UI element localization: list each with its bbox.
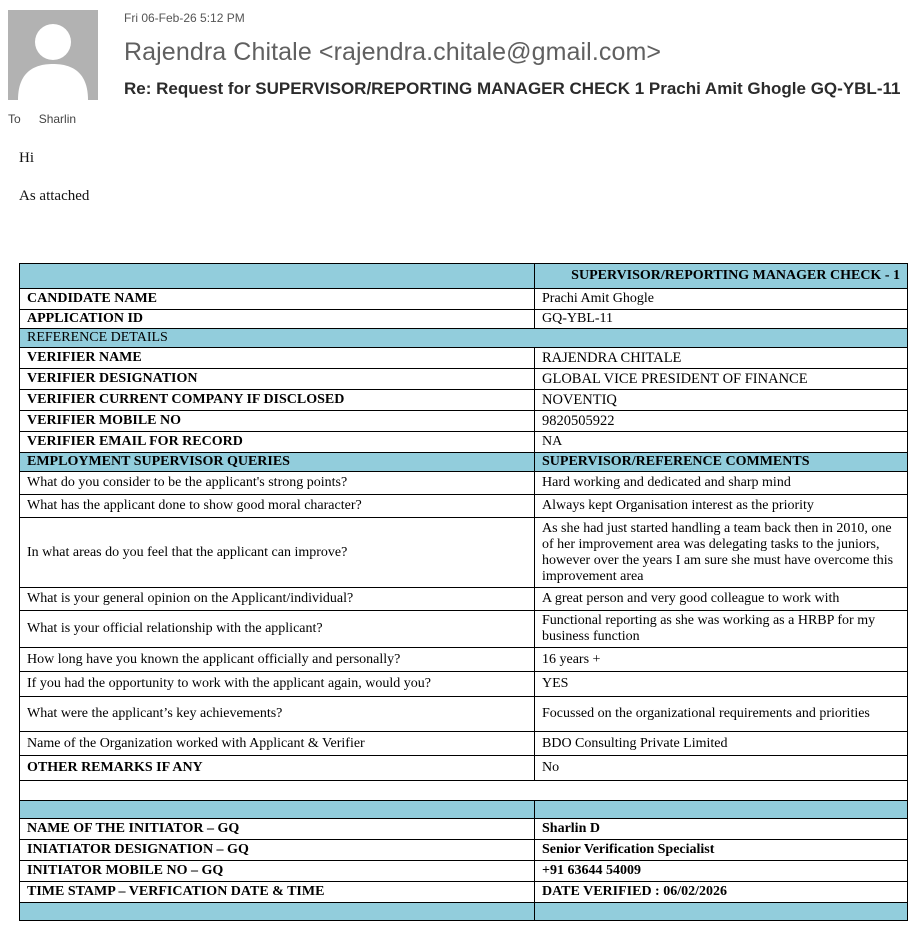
application-id-value: GQ-YBL-11 (535, 310, 908, 329)
table-cell (20, 264, 535, 289)
initiator-label: TIME STAMP – VERFICATION DATE & TIME (20, 882, 535, 903)
query-question: What is your general opinion on the Applicant/individual? (20, 588, 535, 611)
query-answer: Functional reporting as she was working as a HRBP for my business function (535, 611, 908, 648)
table-row (20, 672, 908, 697)
person-icon (8, 10, 98, 100)
candidate-name-value: Prachi Amit Ghogle (535, 289, 908, 310)
table-row (20, 611, 908, 648)
table-row (20, 648, 908, 672)
query-question: What is your official relationship with the applicant? (20, 611, 535, 648)
initiator-value: Senior Verification Specialist (535, 840, 908, 861)
query-question: What do you consider to be the applicant's strong points? (20, 472, 535, 495)
empty-blue-row (20, 801, 908, 819)
empty-row (20, 781, 908, 801)
reference-details-header: REFERENCE DETAILS (20, 329, 908, 348)
comments-header: SUPERVISOR/REFERENCE COMMENTS (535, 453, 908, 472)
table-cell (20, 801, 535, 819)
table-row (20, 732, 908, 756)
query-answer: Focussed on the organizational requirements and priorities (535, 697, 908, 732)
table-row (20, 819, 908, 840)
table-cell (535, 801, 908, 819)
table-row (20, 472, 908, 495)
initiator-value: Sharlin D (535, 819, 908, 840)
query-answer: BDO Consulting Private Limited (535, 732, 908, 756)
initiator-label: INIATIATOR DESIGNATION – GQ (20, 840, 535, 861)
email-subject: Re: Request for SUPERVISOR/REPORTING MANAGER CHECK 1 Prachi Amit Ghogle GQ-YBL-11 (124, 79, 901, 98)
verifier-label: VERIFIER DESIGNATION (20, 369, 535, 390)
table-title-row (20, 264, 908, 289)
table-row (20, 369, 908, 390)
body-greeting: Hi (19, 150, 34, 166)
section-header-row (20, 453, 908, 472)
section-header-row (20, 329, 908, 348)
verifier-label: VERIFIER MOBILE NO (20, 411, 535, 432)
verifier-value: RAJENDRA CHITALE (535, 348, 908, 369)
initiator-label: NAME OF THE INITIATOR – GQ (20, 819, 535, 840)
table-row (20, 756, 908, 781)
verifier-value: 9820505922 (535, 411, 908, 432)
verifier-value: NA (535, 432, 908, 453)
query-question: How long have you known the applicant officially and personally? (20, 648, 535, 672)
table-row (20, 588, 908, 611)
other-remarks-value: No (535, 756, 908, 781)
table-row (20, 411, 908, 432)
queries-header: EMPLOYMENT SUPERVISOR QUERIES (20, 453, 535, 472)
query-answer: Always kept Organisation interest as the priority (535, 495, 908, 518)
table-cell (535, 903, 908, 921)
table-row (20, 289, 908, 310)
email-recipients (8, 112, 76, 126)
other-remarks-label: OTHER REMARKS IF ANY (20, 756, 535, 781)
query-answer: Hard working and dedicated and sharp mind (535, 472, 908, 495)
query-answer: YES (535, 672, 908, 697)
empty-blue-row (20, 903, 908, 921)
table-row (20, 432, 908, 453)
application-id-label: APPLICATION ID (20, 310, 535, 329)
table-row (20, 840, 908, 861)
verifier-value: GLOBAL VICE PRESIDENT OF FINANCE (535, 369, 908, 390)
table-row (20, 861, 908, 882)
query-answer: 16 years + (535, 648, 908, 672)
verifier-value: NOVENTIQ (535, 390, 908, 411)
query-answer: A great person and very good colleague to work with (535, 588, 908, 611)
query-answer: As she had just started handling a team back then in 2010, one of her improvement area was delegating tasks to the juniors, however over the years I am sure she must have overcome this improvement area (535, 518, 908, 588)
verifier-label: VERIFIER EMAIL FOR RECORD (20, 432, 535, 453)
table-row (20, 310, 908, 329)
sender-avatar[interactable] (8, 10, 98, 100)
body-line: As attached (19, 188, 90, 204)
email-date: Fri 06-Feb-26 5:12 PM (124, 11, 245, 25)
verification-form-table (19, 263, 908, 921)
table-row (20, 697, 908, 732)
table-row (20, 390, 908, 411)
email-sender[interactable]: Rajendra Chitale <rajendra.chitale@gmail.com> (124, 38, 662, 66)
table-row (20, 882, 908, 903)
table-row (20, 518, 908, 588)
form-title: SUPERVISOR/REPORTING MANAGER CHECK - 1 (535, 264, 908, 289)
query-question: If you had the opportunity to work with the applicant again, would you? (20, 672, 535, 697)
verifier-label: VERIFIER CURRENT COMPANY IF DISCLOSED (20, 390, 535, 411)
initiator-value: +91 63644 54009 (535, 861, 908, 882)
query-question: What were the applicant’s key achievements? (20, 697, 535, 732)
recipient-name[interactable]: Sharlin (38, 112, 77, 126)
initiator-value: DATE VERIFIED : 06/02/2026 (535, 882, 908, 903)
table-row (20, 495, 908, 518)
table-cell (20, 781, 908, 801)
query-question: What has the applicant done to show good moral character? (20, 495, 535, 518)
table-row (20, 348, 908, 369)
query-question: Name of the Organization worked with Applicant & Verifier (20, 732, 535, 756)
to-label: To (8, 112, 21, 126)
query-question: In what areas do you feel that the applicant can improve? (20, 518, 535, 588)
candidate-name-label: CANDIDATE NAME (20, 289, 535, 310)
table-cell (20, 903, 535, 921)
initiator-label: INITIATOR MOBILE NO – GQ (20, 861, 535, 882)
verifier-label: VERIFIER NAME (20, 348, 535, 369)
